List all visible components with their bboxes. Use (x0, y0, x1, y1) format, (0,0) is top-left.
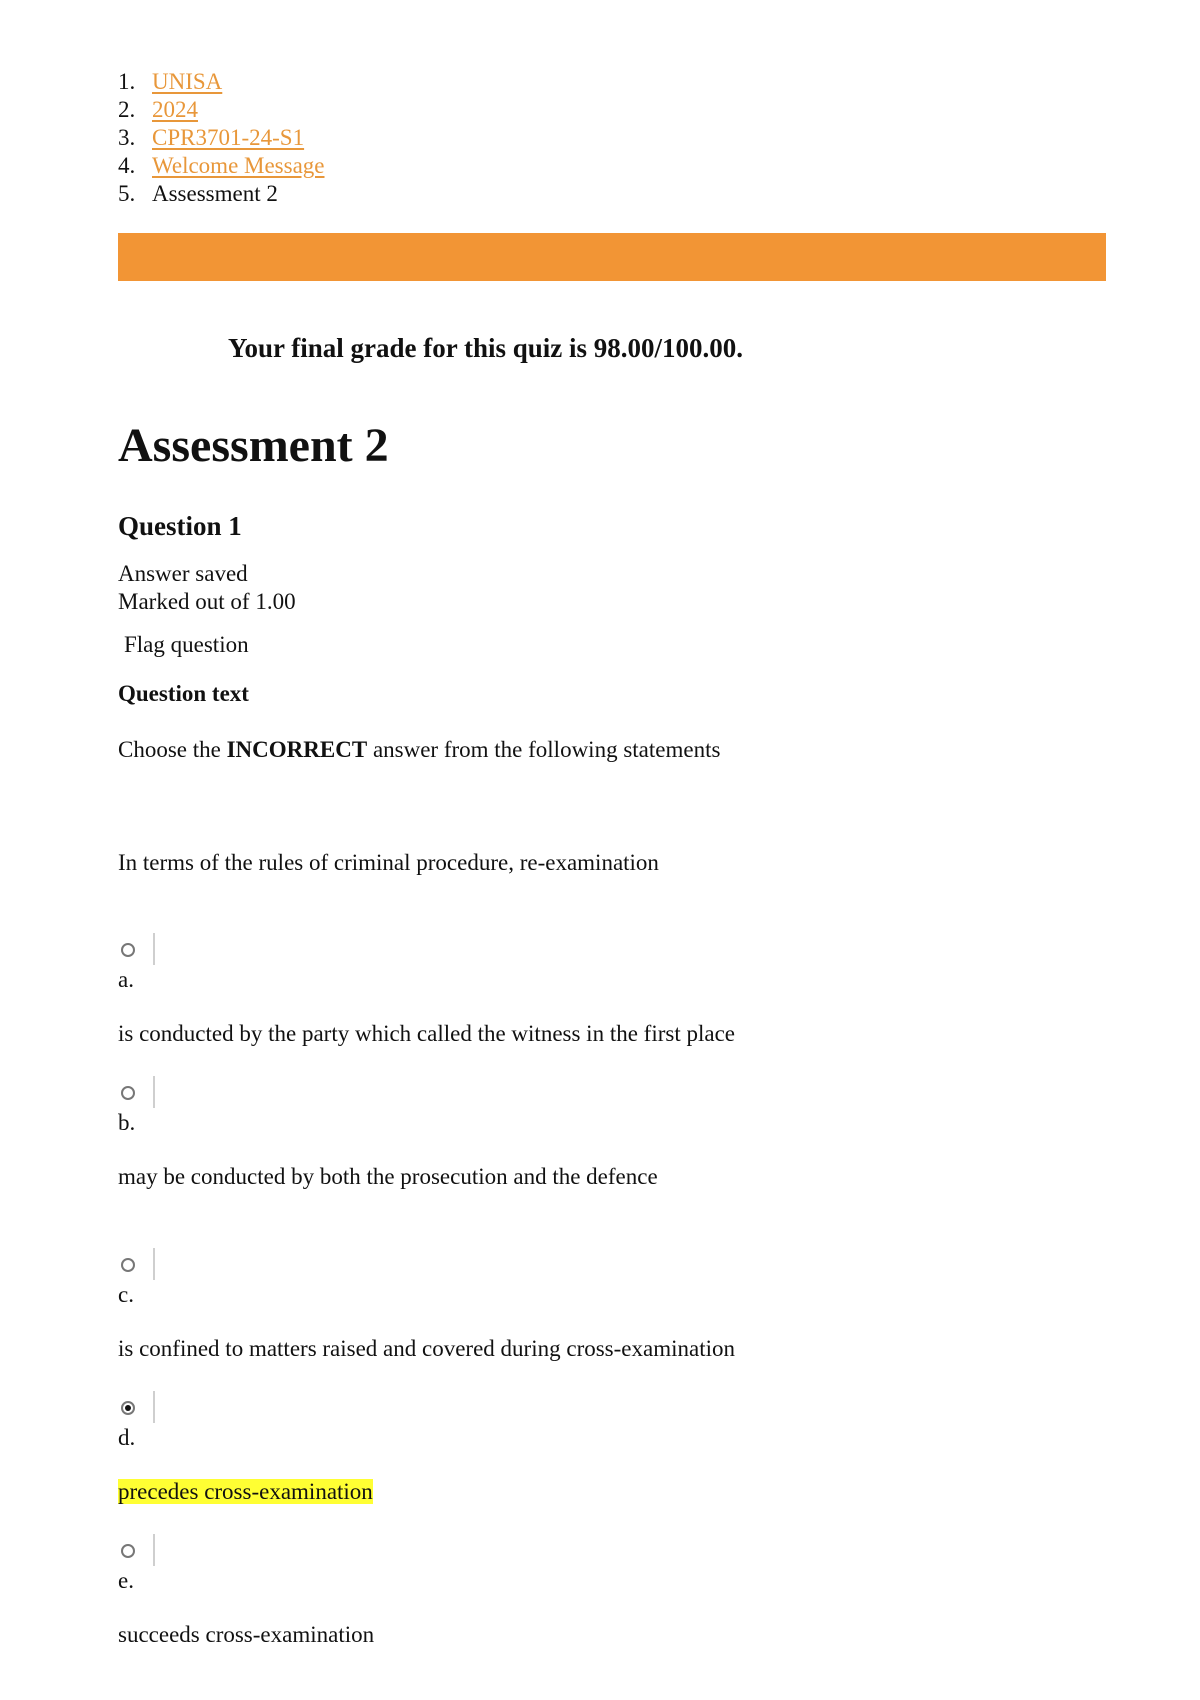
option-divider (153, 1391, 155, 1423)
selected-answer-highlight: precedes cross-examination (118, 1479, 373, 1504)
prompt-suffix: answer from the following statements (367, 737, 721, 762)
option-b-text: may be conducted by both the prosecution and the defence (118, 1164, 658, 1189)
breadcrumb (118, 68, 325, 208)
question-marks: Marked out of 1.00 (118, 589, 296, 614)
question-status: Answer saved (118, 561, 248, 586)
breadcrumb-number: 5. (118, 181, 136, 206)
option-e-text: succeeds cross-examination (118, 1622, 375, 1647)
option-divider (153, 1534, 155, 1566)
option-e-letter: e. (118, 1568, 134, 1593)
header-banner (118, 233, 1106, 281)
question-prompt (118, 737, 720, 763)
prompt-prefix: Choose the (118, 737, 227, 762)
option-d-radio[interactable] (121, 1401, 135, 1415)
breadcrumb-number: 4. (118, 153, 136, 178)
option-b-letter: b. (118, 1110, 136, 1135)
breadcrumb-link-unisa[interactable]: UNISA (152, 69, 223, 94)
option-c-radio[interactable] (121, 1258, 135, 1272)
question-text-heading: Question text (118, 681, 249, 706)
option-divider (153, 1248, 155, 1280)
option-e-radio[interactable] (121, 1544, 135, 1558)
breadcrumb-item-course (118, 124, 325, 152)
option-a-letter: a. (118, 967, 134, 992)
option-divider (153, 933, 155, 965)
option-divider (153, 1076, 155, 1108)
option-c-letter: c. (118, 1282, 134, 1307)
option-c-text: is confined to matters raised and covered during cross-examination (118, 1336, 735, 1361)
breadcrumb-link-year[interactable]: 2024 (152, 97, 198, 122)
option-b-radio[interactable] (121, 1086, 135, 1100)
question-stem: In terms of the rules of criminal procedure, re-examination (118, 850, 659, 875)
breadcrumb-current: Assessment 2 (152, 181, 278, 206)
breadcrumb-link-course[interactable]: CPR3701-24-S1 (152, 125, 305, 150)
final-grade-text: Your final grade for this quiz is 98.00/100.00. (228, 333, 744, 363)
breadcrumb-item-unisa (118, 68, 325, 96)
option-a-radio[interactable] (121, 943, 135, 957)
breadcrumb-number: 2. (118, 97, 136, 122)
option-d-text (118, 1479, 373, 1505)
flag-question-link[interactable]: Flag question (124, 632, 249, 657)
prompt-emphasis: INCORRECT (226, 737, 368, 762)
page-title: Assessment 2 (118, 419, 389, 472)
breadcrumb-item-year (118, 96, 325, 124)
breadcrumb-number: 3. (118, 125, 136, 150)
question-number: Question 1 (118, 511, 242, 541)
option-a-text: is conducted by the party which called the witness in the first place (118, 1021, 735, 1046)
breadcrumb-number: 1. (118, 69, 136, 94)
breadcrumb-item-welcome (118, 152, 325, 180)
breadcrumb-item-current (118, 180, 325, 208)
breadcrumb-link-welcome[interactable]: Welcome Message (152, 153, 325, 178)
option-d-letter: d. (118, 1425, 136, 1450)
